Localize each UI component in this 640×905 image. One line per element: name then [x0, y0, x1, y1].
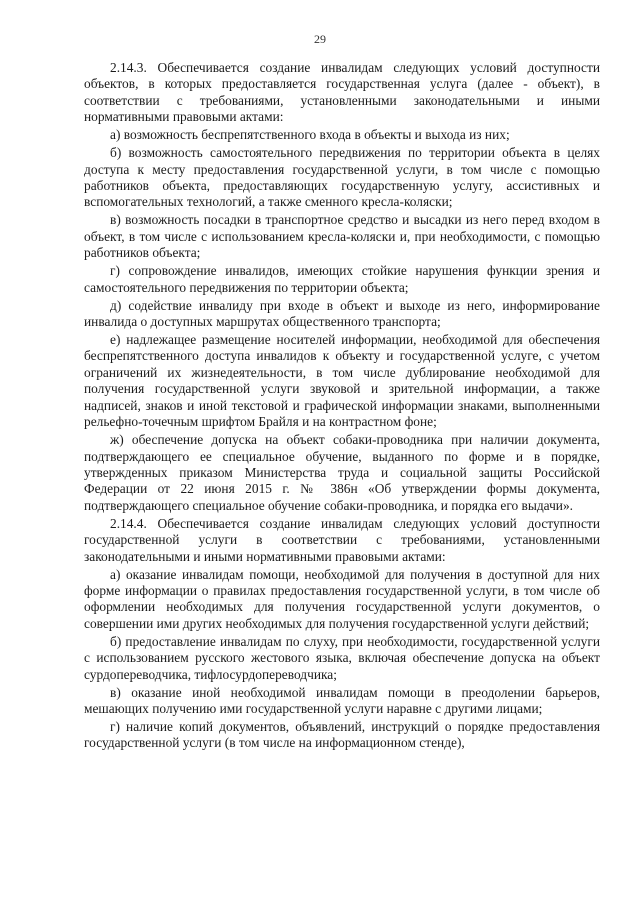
list-item-e: е) надлежащее размещение носителей информации, необходимой для обеспечения беспрепятственного доступа инвалидов к объекту и государственной услуге, с учетом ограничений их жизнедеятельности, в том числе дублирование необходимой для получения государственной услуги звуковой и зрительной информации, а также надписей, знаков и иной текстовой и графической информации знаками, выполненными рельефно-точечным шрифтом Брайля и на контрастном фоне; [84, 332, 600, 430]
list-item-a: а) возможность беспрепятственного входа в объекты и выхода из них; [110, 127, 510, 143]
list-item-d: д) содействие инвалиду при входе в объект и выходе из него, информирование инвалида о доступных маршрутах общественного транспорта; [84, 297, 600, 330]
section-2-14-4-heading: 2.14.4. Обеспечивается создание инвалидам следующих условий доступности государственной услуги в соответствии с требованиями, установленными законодательными и иными нормативными правовыми актами: [84, 515, 600, 564]
section-2-14-3-heading: 2.14.3. Обеспечивается создание инвалидам следующих условий доступности объектов, в которых предоставляется государственная услуга (далее - объект), в соответствии с требованиями, установленными законодательными и иными нормативными правовыми актами: [84, 60, 600, 125]
list-item-zh: ж) обеспечение допуска на объект собаки-проводника при наличии документа, подтверждающего ее специальное обучение, выданного по форме и в порядке, утвержденных приказом Министерства труда и социальной защиты Российской Федерации от 22 июня 2015 г. № 386н «Об утверждении формы документа, подтверждающего специальное обучение собаки-проводника, и порядка его выдачи». [84, 432, 600, 513]
list-item-g: г) сопровождение инвалидов, имеющих стойкие нарушения функции зрения и самостоятельного передвижения по территории объекта; [84, 263, 600, 295]
list-item-a-2: а) оказание инвалидам помощи, необходимой для получения в доступной для них форме информации о правилах предоставления государственной услуги, в том числе об оформлении необходимых для получения государственной услуги документов, о совершении ими других необходимых для получения государственной услуги действий; [84, 566, 600, 631]
list-item-g-2: г) наличие копий документов, объявлений, инструкций о порядке предоставления государственной услуги (в том числе на информационном стенде), [84, 718, 600, 751]
document-body [84, 60, 600, 753]
page-number: 29 [314, 32, 326, 46]
list-item-b: б) возможность самостоятельного передвижения по территории объекта в целях доступа к месту предоставления государственной услуги, в том числе с помощью работников объекта, предоставляющих государственную услугу, ассистивных и вспомогательных технологий, а также сменного кресла-коляски; [84, 145, 600, 210]
list-item-b-2: б) предоставление инвалидам по слуху, при необходимости, государственной услуги с использованием русского жестового языка, включая обеспечение допуска на объект сурдопереводчика, тифлосурдопереводчика; [84, 633, 600, 682]
list-item-v: в) возможность посадки в транспортное средство и высадки из него перед входом в объект, в том числе с использованием кресла-коляски и, при необходимости, с помощью работников объекта; [84, 212, 600, 261]
list-item-v-2: в) оказание иной необходимой инвалидам помощи в преодолении барьеров, мешающих получению ими государственной услуги наравне с другими лицами; [84, 684, 600, 716]
